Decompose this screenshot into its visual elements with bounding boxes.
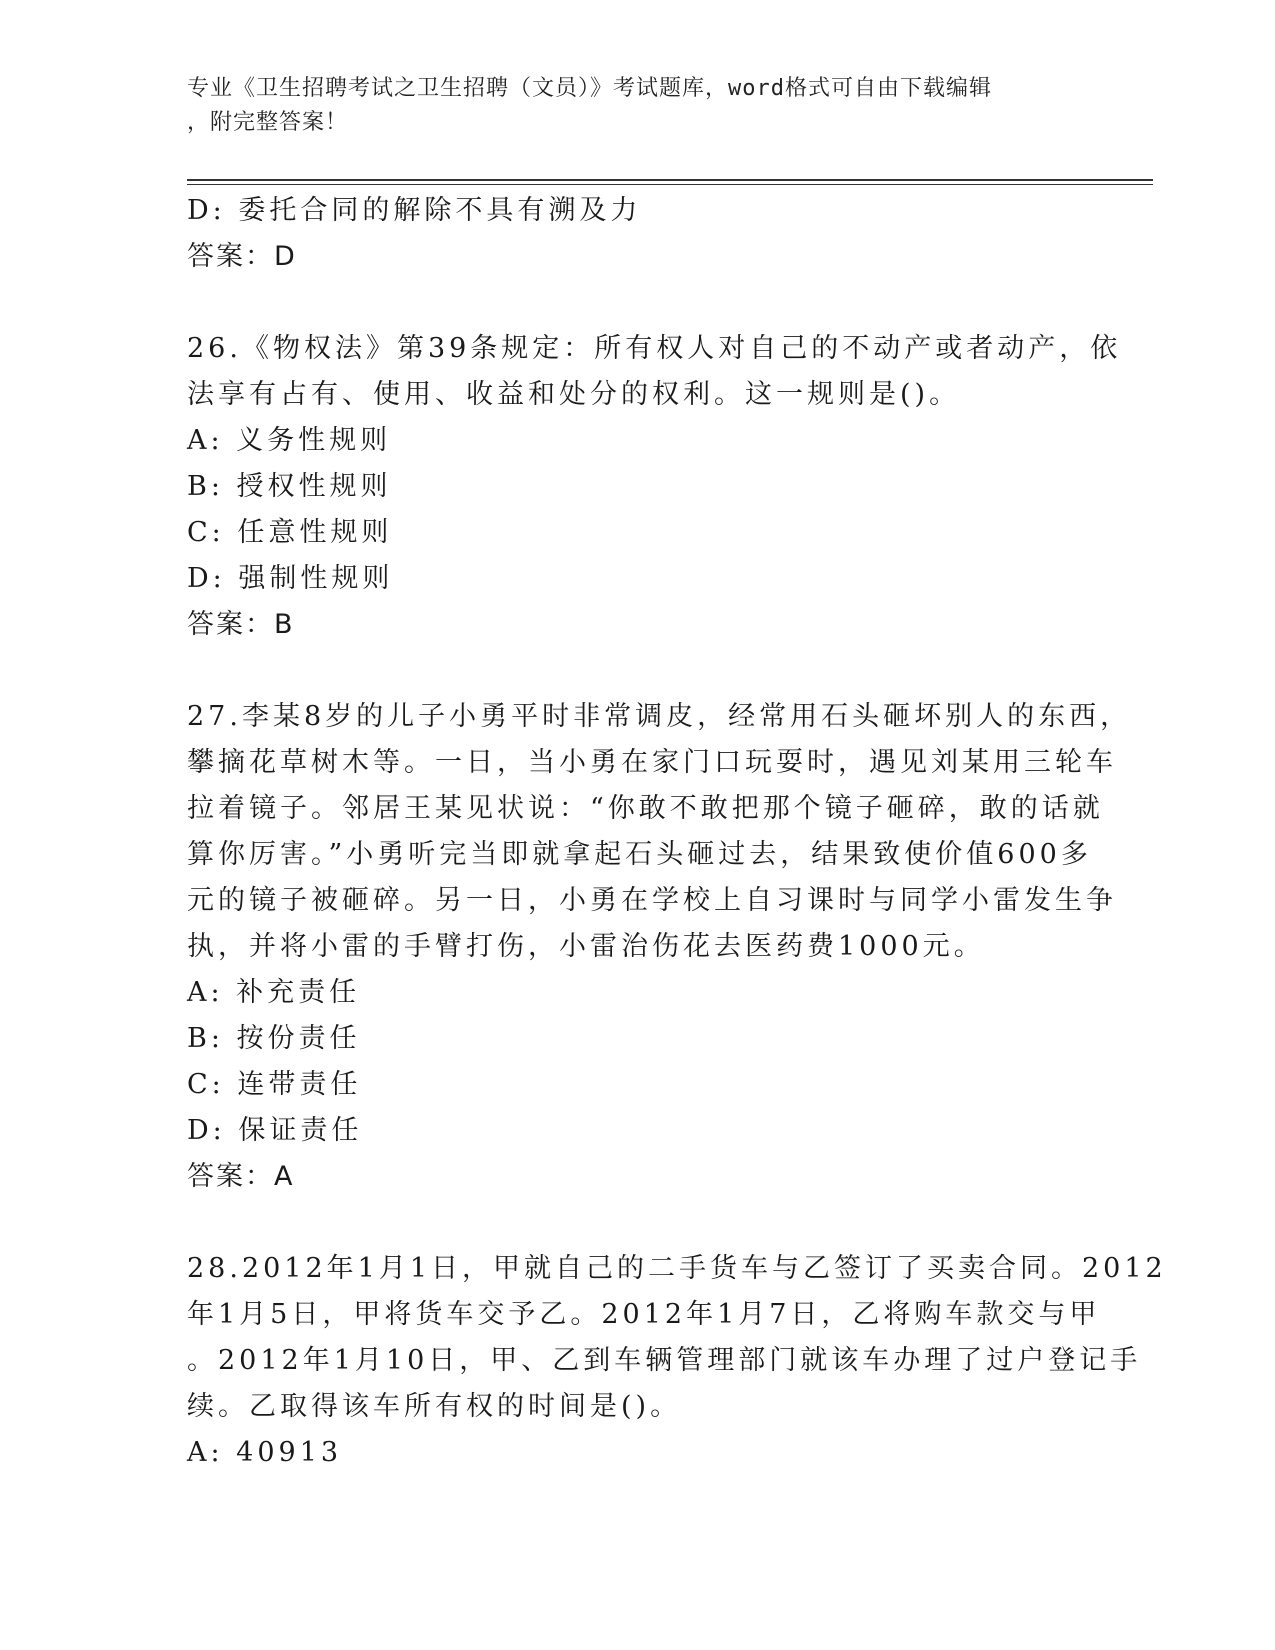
q26-option-c: C: 任意性规则 — [187, 517, 393, 548]
q28-stem-line-3: 。2012年1月10日，甲、乙到车辆管理部门就该车办理了过户登记手 — [187, 1345, 1142, 1376]
q25-option-d: D: 委托合同的解除不具有溯及力 — [187, 195, 642, 226]
document-body — [187, 188, 1167, 1476]
question-27 — [187, 694, 1132, 1200]
spacer — [187, 648, 1087, 694]
header-line-2: ，附完整答案！ — [187, 110, 349, 135]
question-26 — [187, 326, 1122, 648]
q28-stem-line-4: 续。乙取得该车所有权的时间是()。 — [187, 1391, 682, 1422]
q27-option-a: A: 补充责任 — [187, 977, 361, 1008]
header-line-1: 专业《卫生招聘考试之卫生招聘（文员）》考试题库，word格式可自由下载编辑 — [187, 76, 992, 101]
header-divider-thick — [187, 179, 1153, 181]
q26-option-a: A: 义务性规则 — [187, 425, 392, 456]
header-divider-thin — [187, 184, 1153, 185]
spacer — [187, 1200, 1087, 1246]
q27-stem-line-3: 拉着镜子。邻居王某见状说：“你敢不敢把那个镜子砸碎，敢的话就 — [187, 793, 1104, 824]
spacer — [187, 280, 1087, 326]
q27-stem-line-5: 元的镜子被砸碎。另一日，小勇在学校上自习课时与同学小雷发生争 — [187, 885, 1117, 916]
question-25 — [187, 188, 1087, 280]
document-header — [187, 72, 1087, 140]
q26-stem-line-1: 26.《物权法》第39条规定：所有权人对自己的不动产或者动产，依 — [187, 333, 1122, 364]
q26-option-d: D: 强制性规则 — [187, 563, 394, 594]
q28-stem-line-1: 28.2012年1月1日，甲就自己的二手货车与乙签订了买卖合同。2012 — [187, 1253, 1167, 1284]
q26-answer: 答案：B — [187, 609, 295, 640]
q27-option-c: C: 连带责任 — [187, 1069, 362, 1100]
question-28 — [187, 1246, 1167, 1476]
q28-option-a: A: 40913 — [187, 1437, 343, 1468]
q27-stem-line-4: 算你厉害。”小勇听完当即就拿起石头砸过去，结果致使价值600多 — [187, 839, 1092, 870]
q27-option-b: B: 按份责任 — [187, 1023, 361, 1054]
q27-stem-line-1: 27.李某8岁的儿子小勇平时非常调皮，经常用石头砸坏别人的东西， — [187, 701, 1132, 732]
q27-answer: 答案：A — [187, 1161, 295, 1192]
q28-stem-line-2: 年1月5日，甲将货车交予乙。2012年1月7日，乙将购车款交与甲 — [187, 1299, 1101, 1330]
q27-option-d: D: 保证责任 — [187, 1115, 363, 1146]
q26-stem-line-2: 法享有占有、使用、收益和处分的权利。这一规则是()。 — [187, 379, 961, 410]
q26-option-b: B: 授权性规则 — [187, 471, 392, 502]
q27-stem-line-2: 攀摘花草树木等。一日，当小勇在家门口玩耍时，遇见刘某用三轮车 — [187, 747, 1117, 778]
q25-answer: 答案：D — [187, 241, 297, 272]
q27-stem-line-6: 执，并将小雷的手臂打伤，小雷治伤花去医药费1000元。 — [187, 931, 985, 962]
